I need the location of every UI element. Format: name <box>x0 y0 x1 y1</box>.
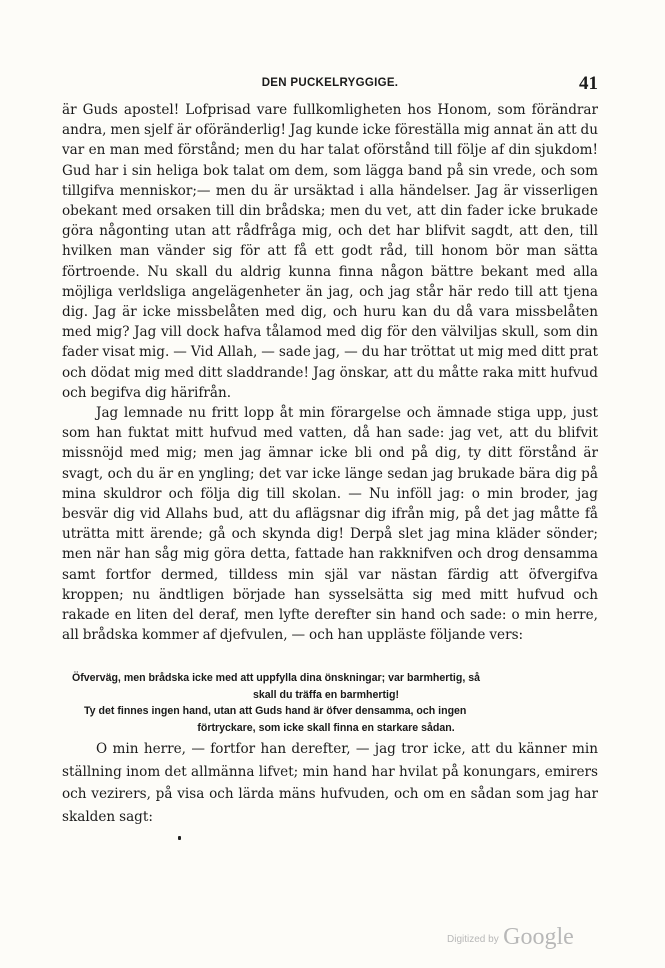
body-text <box>62 100 598 645</box>
verse-line: skall du träffa en barmhertig! <box>253 688 399 701</box>
paragraph: är Guds apostel! Lofprisad vare fullkomligheten hos Honom, som förändrar andra, men sjelf är oföränderlig! Jag kunde icke föreställa mig annat än att du var en man med förstånd; men du har talat oförstånd till följe af din sjukdom! Gud har i sin heliga bok talat om dem, som lägga band på sin vrede, och som tillgifva menniskor;— men du är ursäktad i alla händelser. Jag är visserligen obekant med orsaken till din brådska; men du vet, att din fader icke brukade göra någonting utan att rådfråga mig, och det har blifvit sagdt, att den, till hvilken man vänder sig för att få ett godt råd, till honom bör man sätta förtroende. Nu skall du aldrig kunna finna någon bättre bekant med alla möjliga verldsliga angelägenheter än jag, och jag står här redo till att tjena dig. Jag är icke missbelåten med dig, och huru kan du då vara missbelåten med mig? Jag vill dock hafva tålamod med dig för den välviljas skull, som din fader visat mig. — Vid Allah, — sade jag, — du har tröttat ut mig med ditt prat och dödat mig med ditt sladdrande! Jag önskar, att du måtte raka mitt hufvud och begifva dig härifrån. <box>62 102 598 401</box>
paragraph: O min herre, — fortfor han derefter, — jag tror icke, att du känner min ställning inom det allmänna lifvet; min hand har hvilat på konungars, emirers och vezirers, på visa och lärda mäns hufvuden, och om en sådan som jag har skalden sagt: <box>62 741 598 825</box>
verse-line: Ty det finnes ingen hand, utan att Guds hand är öfver densamma, och ingen <box>84 705 467 717</box>
page-number: 41 <box>579 73 598 94</box>
paragraph: Jag lemnade nu fritt lopp åt min förargelse och ämnade stiga upp, just som han fuktat mitt hufvud med vatten, då han sade: jag vet, att du blifvit missnöjd med mig; men jag ämnar icke bli ond på dig, ty ditt förstånd är svagt, och du är en yngling; det var icke länge sedan jag brukade bära dig på mina skuldror och följa dig till skolan. — Nu inföll jag: o min broder, jag besvär dig vid Allahs bud, att du aflägsnar dig ifrån mig, på det jag måtte få uträtta mitt ärende; gå och skynda dig! Derpå slet jag mina kläder sönder; men när han såg mig göra detta, fattade han rakknifven och drog densamma samt fortfor dermed, tilldess min själ var nästan färdig att öfvergifva kroppen; nu ändtligen började han sysselsätta sig med mitt hufvud och rakade en liten del deraf, men lyfte derefter sin hand och sade: o min herre, all brådska kommer af djefvulen, — och han uppläste följande vers: <box>62 405 598 644</box>
verse-block <box>72 670 580 736</box>
verse-line: förtryckare, som icke skall finna en starkare sådan. <box>197 721 455 734</box>
ink-speck <box>178 836 181 840</box>
running-title: DEN PUCKELRYGGIGE. <box>261 77 399 89</box>
verse-line: Öfverväg, men brådska icke med att uppfylla dina önskningar; var barmhertig, så <box>72 672 480 684</box>
watermark-prefix: Digitized by <box>447 934 499 945</box>
closing-text <box>62 738 598 828</box>
page-header <box>60 74 600 96</box>
watermark-logo: Google <box>503 924 574 950</box>
digitization-watermark <box>447 924 574 951</box>
